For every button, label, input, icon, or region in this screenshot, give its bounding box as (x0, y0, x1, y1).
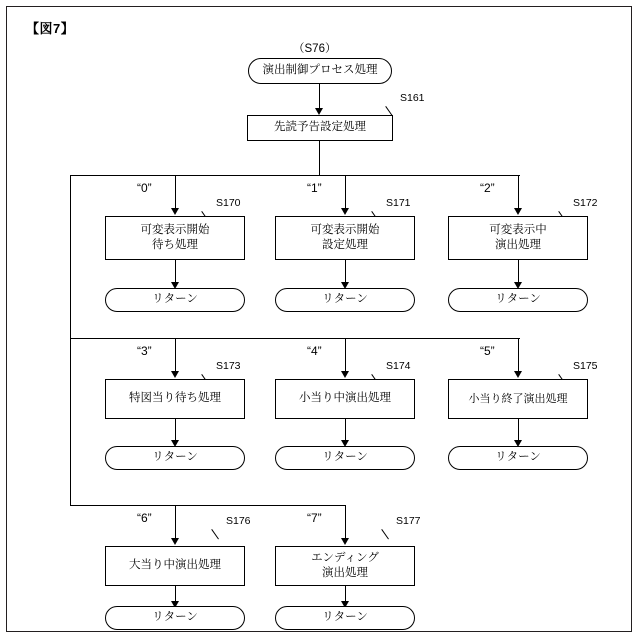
node-step173: 特図当り待ち処理 (105, 379, 245, 419)
arrow-case4 (341, 371, 349, 378)
case-label-3: “3” (137, 344, 152, 358)
node-step171: 可変表示開始 設定処理 (275, 216, 415, 260)
step-label-s175: S175 (573, 360, 598, 372)
arrow-case7 (341, 538, 349, 545)
case-label-0: “0” (137, 181, 152, 195)
step-label-s176: S176 (226, 515, 251, 527)
return-node-5: リターン (448, 446, 588, 470)
bus-left-spine (70, 175, 71, 505)
node-step176: 大当り中演出処理 (105, 546, 245, 586)
bus-row2 (70, 338, 520, 339)
arrow-case2 (514, 208, 522, 215)
return-node-1: リターン (275, 288, 415, 312)
step-label-s174: S174 (386, 360, 411, 372)
drop-case3 (175, 338, 176, 375)
case-label-7: “7” (307, 511, 322, 525)
arrow-case0 (171, 208, 179, 215)
entry-step-tag: （S76） (293, 43, 337, 55)
bus-row3 (70, 505, 346, 506)
drop-case0 (175, 175, 176, 212)
case-label-6: “6” (137, 511, 152, 525)
arrow-case3 (171, 371, 179, 378)
node-step177: エンディング 演出処理 (275, 546, 415, 586)
step-label-s177: S177 (396, 515, 421, 527)
drop-case4 (345, 338, 346, 375)
arrow-case5 (514, 371, 522, 378)
drop-case2 (518, 175, 519, 212)
node-step174: 小当り中演出処理 (275, 379, 415, 419)
connector-step161-to-bus (319, 141, 320, 175)
case-label-2: “2” (480, 181, 495, 195)
return-node-7: リターン (275, 606, 415, 630)
drop-case5 (518, 338, 519, 375)
node-step172: 可変表示中 演出処理 (448, 216, 588, 260)
case-label-4: “4” (307, 344, 322, 358)
return-node-0: リターン (105, 288, 245, 312)
step-label-s171: S171 (386, 197, 411, 209)
return-node-6: リターン (105, 606, 245, 630)
node-step161: 先読予告設定処理 (247, 115, 393, 141)
arrow-case6 (171, 538, 179, 545)
step-label-s161: S161 (400, 92, 425, 104)
figure-label: 【図7】 (26, 21, 75, 36)
step-label-s173: S173 (216, 360, 241, 372)
return-node-3: リターン (105, 446, 245, 470)
arrow-case1 (341, 208, 349, 215)
bus-row1 (70, 175, 520, 176)
return-node-4: リターン (275, 446, 415, 470)
case-label-5: “5” (480, 344, 495, 358)
return-node-2: リターン (448, 288, 588, 312)
node-step170: 可変表示開始 待ち処理 (105, 216, 245, 260)
drop-case1 (345, 175, 346, 212)
step-label-s170: S170 (216, 197, 241, 209)
drop-case6 (175, 505, 176, 542)
node-step175: 小当り終了演出処理 (448, 379, 588, 419)
drop-case7 (345, 505, 346, 542)
case-label-1: “1” (307, 181, 322, 195)
node-process-entry: 演出制御プロセス処理 (248, 58, 392, 84)
arrow-entry-to-step161 (315, 108, 323, 115)
step-label-s172: S172 (573, 197, 598, 209)
